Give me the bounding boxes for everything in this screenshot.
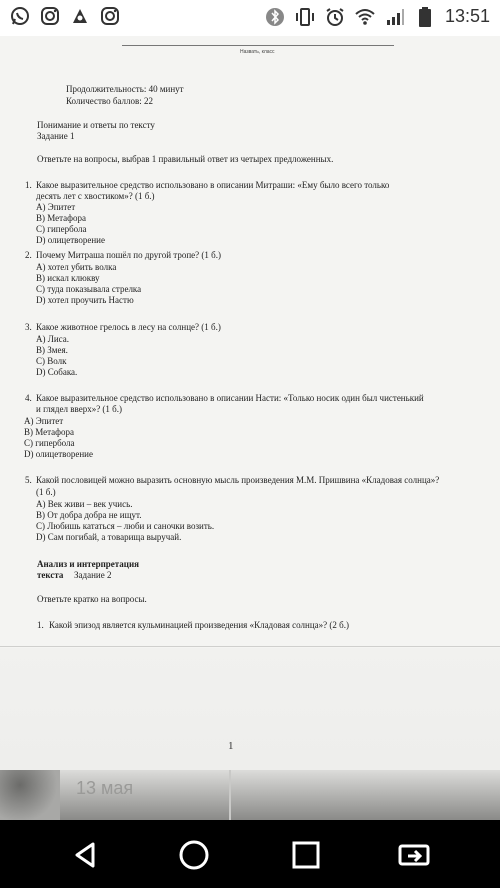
recents-button[interactable] — [288, 838, 324, 872]
answer-option: C) гипербола — [24, 438, 75, 448]
task2-label: Задание 2 — [74, 570, 112, 580]
answer-option: B) Метафора — [24, 427, 74, 437]
section2-title-cont: текста — [37, 570, 64, 580]
question-text-line: и глядел вверх»? (1 б.) — [36, 404, 123, 414]
question-text-line: десять лет с хвостиком»? (1 б.) — [36, 191, 155, 201]
answer-option: A) Эпитет — [24, 416, 64, 426]
instagram-icon — [100, 6, 120, 26]
header-underline — [122, 45, 394, 46]
answer-option: B) Змея. — [36, 345, 68, 355]
question-text-line: (1 б.) — [36, 487, 56, 497]
recents-icon — [291, 840, 321, 870]
question-number: 3. — [25, 322, 32, 332]
status-bar — [0, 0, 500, 36]
answer-option: D) хотел проучить Настю — [36, 295, 134, 305]
clock-time: 13:51 — [444, 6, 490, 26]
section1-title: Понимание и ответы по тексту — [37, 120, 155, 130]
answer-option: A) Эпитет — [36, 202, 76, 212]
answer-option: C) Волк — [36, 356, 67, 366]
answer-option: C) Любишь кататься – люби и саночки возить. — [36, 521, 215, 531]
page-fold-line — [0, 646, 500, 647]
game-icon — [70, 6, 90, 26]
question-number: 5. — [25, 475, 32, 485]
answer-option: B) Метафора — [36, 213, 86, 223]
question-text-line: Какое выразительное средство использовано в описании Насти: «Только носик один был чистенький — [36, 393, 424, 403]
instagram-icon — [40, 6, 60, 26]
wifi-icon — [355, 7, 375, 27]
question-text-line: Почему Митраша пошёл по другой тропе? (1 б.) — [36, 250, 221, 260]
section2-title: Анализ и интерпретация — [37, 559, 140, 569]
points-text: Количество баллов: 22 — [66, 96, 153, 106]
background-date-text: 13 мая — [76, 778, 134, 798]
question-text-line: Какое выразительное средство использовано в описании Митраши: «Ему было всего только — [36, 180, 390, 190]
answer-option: D) Сам погибай, а товарища выручай. — [36, 532, 182, 542]
question-number: 1. — [37, 620, 44, 630]
vibrate-icon — [295, 7, 315, 27]
question-number: 4. — [25, 393, 32, 403]
answer-option: C) гипербола — [36, 224, 87, 234]
instruction2-text: Ответьте кратко на вопросы. — [37, 594, 147, 604]
instruction1-text: Ответьте на вопросы, выбрав 1 правильный ответ из четырех предложенных. — [37, 154, 334, 164]
answer-option: B) искал клюкву — [36, 273, 100, 283]
answer-option: A) Век живи – век учись. — [36, 499, 133, 509]
home-button[interactable] — [176, 838, 212, 872]
answer-option: C) туда показывала стрелка — [36, 284, 142, 294]
navigation-bar — [0, 820, 500, 888]
answer-option: D) олицетворение — [36, 235, 105, 245]
answer-option: D) олицетворение — [24, 449, 93, 459]
answer-option: A) Лиса. — [36, 334, 70, 344]
question-text-line: Какой пословицей можно выразить основную мысль произведения М.М. Пришвина «Кладовая солнца»? — [36, 475, 440, 485]
question-text-line: Какой эпизод является кульминацией произведения «Кладовая солнца»? (2 б.) — [49, 620, 349, 630]
signal-icon — [385, 7, 405, 27]
duration-text: Продолжительность: 40 минут — [66, 84, 184, 94]
back-icon — [71, 840, 101, 870]
task1-label: Задание 1 — [37, 131, 75, 141]
page-number: 1 — [228, 740, 234, 752]
bluetooth-icon — [265, 7, 285, 27]
screen-share-icon — [398, 840, 430, 870]
background-divider — [229, 770, 231, 820]
question-number: 1. — [25, 180, 32, 190]
background-blob — [0, 770, 60, 820]
battery-icon — [415, 7, 435, 27]
header-small-label: Назвать, класс — [240, 49, 275, 55]
answer-option: D) Собака. — [36, 367, 78, 377]
question-number: 2. — [25, 250, 32, 260]
question-text-line: Какое животное грелось в лесу на солнце? (1 б.) — [36, 322, 221, 332]
answer-option: A) хотел убить волка — [36, 262, 117, 272]
back-button[interactable] — [68, 838, 104, 872]
answer-option: B) От добра добра не ищут. — [36, 510, 142, 520]
screen-share-button[interactable] — [396, 838, 432, 872]
whatsapp-icon — [10, 6, 30, 26]
background-strip — [0, 770, 500, 820]
alarm-icon — [325, 7, 345, 27]
home-icon — [178, 839, 210, 871]
